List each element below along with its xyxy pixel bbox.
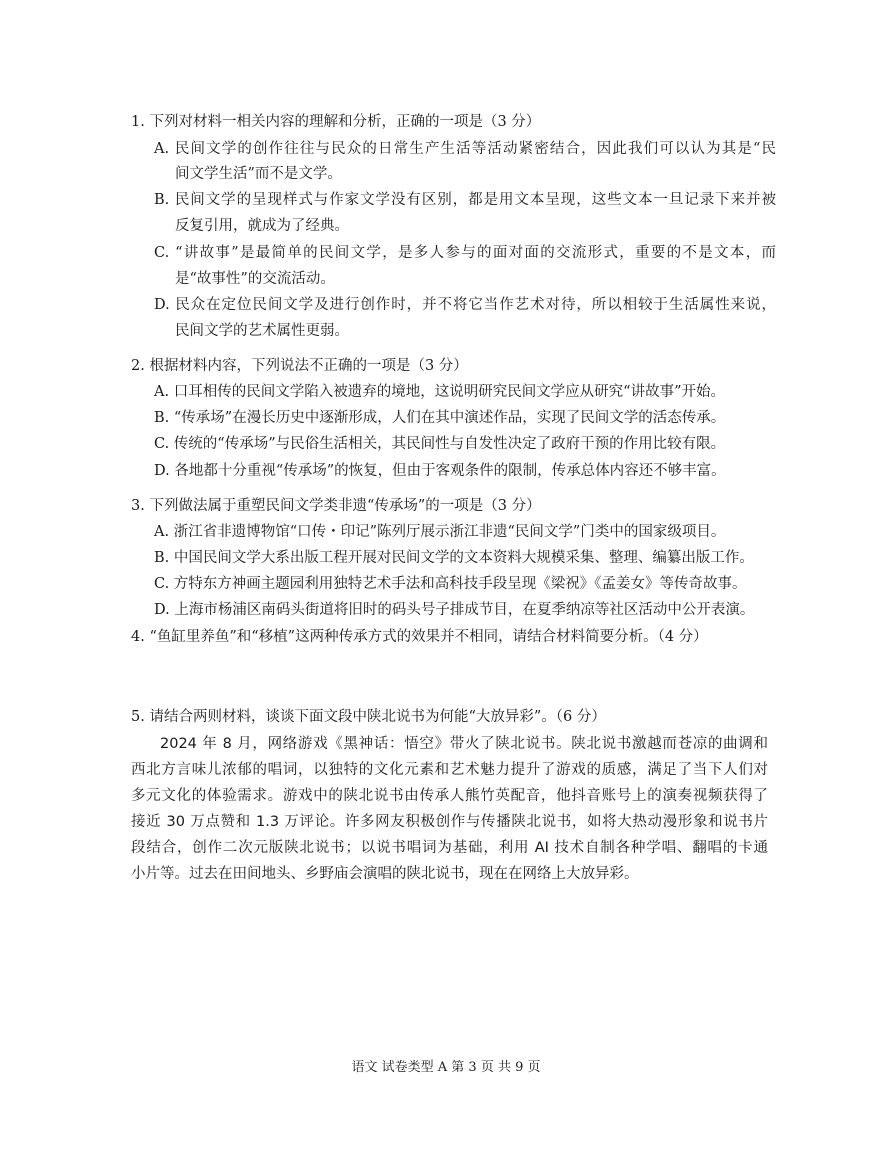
- q1-option-c-cont: 是“故事性”的交流活动。: [175, 271, 335, 287]
- q1-option-a-cont: 间文学生活”而不是文学。: [175, 166, 342, 182]
- q5-passage-line-1: 2024 年 8 月，网络游戏《黑神话：悟空》带火了陕北说书。陕北说书激越而苍凉的曲调和: [160, 736, 768, 752]
- q1-option-b: B. 民间文学的呈现样式与作家文学没有区别，都是用文本呈现，这些文本一旦记录下来并被: [154, 192, 776, 208]
- q5-passage-line-4: 接近 30 万点赞和 1.3 万评论。许多网友积极创作与传播陕北说书，如将大热动漫形象和说书片: [131, 814, 768, 830]
- q5-passage-line-6: 小片等。过去在田间地头、乡野庙会演唱的陕北说书，现在在网络上大放异彩。: [131, 866, 639, 882]
- q5-stem: 5. 请结合两则材料，谈谈下面文段中陕北说书为何能“大放异彩”。（6 分）: [131, 709, 606, 725]
- q5-passage-line-3: 多元文化的体验需求。游戏中的陕北说书由传承人熊竹英配音，他抖音账号上的演奏视频获得了: [131, 788, 768, 804]
- q3-option-c: C. 方特东方神画主题园利用独特艺术手法和高科技手段呈现《梁祝》《孟姜女》等传奇故事。: [154, 576, 747, 592]
- page-footer: 语文 试卷类型 A 第 3 页 共 9 页: [351, 1060, 541, 1075]
- q5-passage-line-5: 段结合，创作二次元版陕北说书；以说书唱词为基础，利用 AI 技术自制各种学唱、翻唱的卡通: [131, 840, 768, 856]
- q2-option-a: A. 口耳相传的民间文学陷入被遗弃的境地，这说明研究民间文学应从研究“讲故事”开始。: [154, 384, 726, 400]
- q1-option-d-cont: 民间文学的艺术属性更弱。: [175, 323, 349, 339]
- q1-stem: 1. 下列对材料一相关内容的理解和分析，正确的一项是（3 分）: [131, 114, 541, 130]
- q3-stem: 3. 下列做法属于重塑民间文学类非遗“传承场”的一项是（3 分）: [131, 498, 541, 514]
- q5-passage-line-2: 西北方言味儿浓郁的唱词，以独特的文化元素和艺术魅力提升了游戏的质感，满足了当下人们对: [131, 762, 768, 778]
- q1-option-d: D. 民众在定位民间文学及进行创作时，并不将它当作艺术对待，所以相较于生活属性来说，: [154, 297, 776, 313]
- q2-option-c: C. 传统的“传承场”与民俗生活相关，其民间性与自发性决定了政府干预的作用比较有限。: [154, 436, 726, 452]
- q2-option-b: B. “传承场”在漫长历史中逐渐形成，人们在其中演述作品，实现了民间文学的活态传承。: [154, 410, 726, 426]
- q3-option-a: A. 浙江省非遗博物馆“口传・印记”陈列厅展示浙江非遗“民间文学”门类中的国家级项目。: [154, 524, 726, 540]
- q1-option-b-cont: 反复引用，就成为了经典。: [175, 218, 349, 234]
- q4-stem: 4. “鱼缸里养鱼”和“移植”这两种传承方式的效果并不相同，请结合材料简要分析。（4 分）: [131, 629, 708, 645]
- q1-option-c: C. “讲故事”是最简单的民间文学，是多人参与的面对面的交流形式，重要的不是文本，而: [154, 245, 776, 261]
- q2-option-d: D. 各地都十分重视“传承场”的恢复，但由于客观条件的限制，传承总体内容还不够丰富。: [154, 463, 726, 479]
- q3-option-b: B. 中国民间文学大系出版工程开展对民间文学的文本资料大规模采集、整理、编纂出版工作。: [154, 550, 754, 566]
- q1-option-a: A. 民间文学的创作往往与民众的日常生产生活等活动紧密结合，因此我们可以认为其是“民: [154, 141, 776, 157]
- q2-stem: 2. 根据材料内容，下列说法不正确的一项是（3 分）: [131, 358, 468, 374]
- q3-option-d: D. 上海市杨浦区南码头街道将旧时的码头号子排成节目，在夏季纳凉等社区活动中公开表演。: [154, 602, 755, 618]
